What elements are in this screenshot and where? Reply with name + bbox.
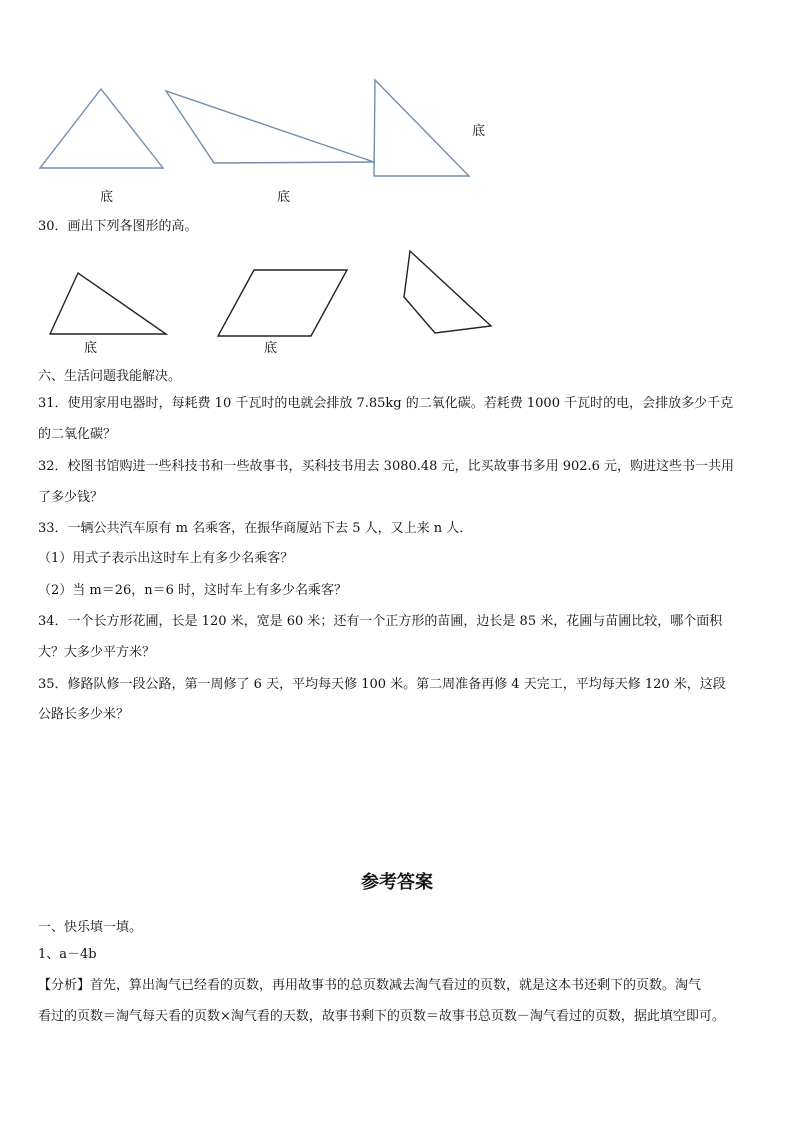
question-34-line2: 大？大多少平方米？ (38, 645, 156, 660)
analysis-line1: 【分析】首先，算出淘气已经看的页数，再用故事书的总页数减去淘气看过的页数，就是这本书还剩下的页数。淘气 (38, 978, 702, 993)
triangle-acute (40, 89, 163, 168)
base-label-4: 底 (84, 341, 98, 356)
analysis-line2: 看过的页数＝淘气每天看的页数×淘气看的天数，故事书剩下的页数＝故事书总页数－淘气看过的页数，据此填空即可。 (38, 1009, 725, 1024)
question-31-line1: 31．使用家用电器时，每耗费 10 千瓦时的电就会排放 7.85kg 的二氧化碳。若耗费 1000 千瓦时的电，会排放多少千克 (38, 396, 734, 411)
base-label-3: 底 (472, 124, 486, 139)
base-label-5: 底 (264, 341, 278, 356)
question-33-sub2: （2）当 m＝26，n＝6 时，这时车上有多少名乘客？ (38, 583, 348, 598)
question-34-line1: 34．一个长方形花圃，长是 120 米，宽是 60 米；还有一个正方形的苗圃，边长是 85 米，花圃与苗圃比较，哪个面积 (38, 614, 723, 629)
question-30: 30．画出下列各图形的高。 (38, 219, 198, 234)
question-31-line2: 的二氧化碳？ (38, 427, 117, 442)
question-33-line1: 33．一辆公共汽车原有 m 名乘客，在振华商厦站下去 5 人，又上来 n 人． (38, 521, 473, 536)
question-35-line2: 公路长多少米？ (38, 707, 130, 722)
triangle-obtuse (166, 91, 374, 163)
answers-title: 参考答案 (361, 872, 433, 893)
section-6-heading: 六、生活问题我能解决。 (38, 369, 182, 384)
quadrilateral-to-draw-height (404, 251, 491, 333)
base-label-1: 底 (100, 190, 114, 205)
base-label-2: 底 (277, 190, 291, 205)
question-35-line1: 35．修路队修一段公路，第一周修了 6 天，平均每天修 100 米。第二周准备再修 4 天完工，平均每天修 120 米，这段 (38, 677, 726, 692)
answers-section-1: 一、快乐填一填。 (38, 920, 143, 935)
answer-1: 1、a－4b (38, 947, 97, 962)
question-32-line2: 了多少钱？ (38, 490, 104, 505)
question-32-line1: 32．校图书馆购进一些科技书和一些故事书，买科技书用去 3080.48 元，比买故事书多用 902.6 元，购进这些书一共用 (38, 459, 735, 474)
triangle-to-draw-height (50, 273, 166, 334)
triangle-right (374, 80, 469, 176)
parallelogram-to-draw-height (218, 270, 347, 336)
question-33-sub1: （1）用式子表示出这时车上有多少名乘客？ (38, 551, 294, 566)
